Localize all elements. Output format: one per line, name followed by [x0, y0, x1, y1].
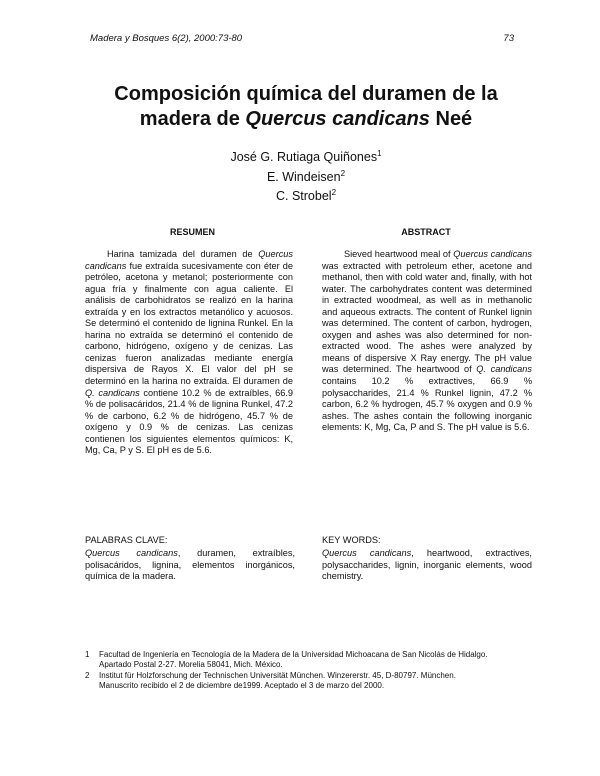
author-list	[90, 146, 522, 205]
palabras-clave-text: Quercus candicans, duramen, extraíbles, polisacáridos, lignina, elementos inorgánicos, química de la madera.	[85, 548, 295, 581]
abstract-text: Sieved heartwood meal of Quercus candicans was extracted with petroleum ether, acetone and methanol, then with cold water and, finally, with hot water. The carbohydrates content was determined in extracted woodmeal, as well as in methanolic and aqueous extracts. The content of Runkel lignin was determined. The content of carbon, hydrogen, oxygen and ashes was also determined for non-extracted wood. The ashes were analyzed by means of dispersive X Ray energy. The pH value was determined. The heartwood of Q. candicans contains 10.2 % extractives, 66.9 % polysaccharides, 21.4 % Runkel lignin, 47.2 % carbon, 6.2 % hydrogen, 45.7 % oxygen and 0.9 % ashes. The ashes contain the following inorganic elements: K, Mg, Ca, P and S. The pH value is 5.6.	[322, 249, 532, 433]
abstract-heading: ABSTRACT	[401, 227, 451, 237]
article-title	[90, 82, 522, 132]
footnote: 2 Institut für Holzforschung der Technischen Universität München. Winzererstr. 45, D-80797. München. Manuscrito recibido el 2 de diciembre de1999. Aceptado el 3 de marzo del 2000.	[85, 670, 456, 690]
resumen-heading: RESUMEN	[169, 227, 215, 237]
journal-citation: Madera y Bosques 6(2), 2000:73-80	[90, 33, 243, 44]
author: E. Windeisen$^2$	[266, 168, 346, 184]
title-line-2: madera de Quercus candicans Neé	[139, 108, 473, 130]
title-species: Quercus candicans	[245, 108, 430, 130]
author: C. Strobel$^2$	[275, 188, 337, 204]
page-number: 73	[503, 33, 514, 44]
key-words-text: Quercus candicans, heartwood, extractives, polysaccharides, lignin, inorganic elements, wood chemistry.	[322, 548, 532, 581]
title-line-1: Composición química del duramen de la	[114, 83, 498, 105]
palabras-clave-heading: PALABRAS CLAVE:	[85, 535, 168, 545]
resumen-text: Harina tamizada del duramen de Quercus candicans fue extraída sucesivamente con éter de petróleo, acetona y metanol; posteriormente con agua fría y finalmente con agua caliente. El análisis de carbohidratos se realizó en la harina extraída y en los extractos metanólico y acuosos. Se determinó el contenido de lignina Runkel. En la harina no extraída se determinó el contenido de carbono, hidrógeno, oxígeno y de cenizas. Las cenizas fueron analizadas mediante energía dispersiva de Rayos X. El valor del pH se determinó en la harina no extraída. El duramen de Q. candicans contiene 10.2 % de extraíbles, 66.9 % de polisacáridos, 21.4 % de lignina Runkel, 47.2 % de carbono, 6.2 % de hidrógeno, 45.7 % de oxígeno y 0.9 % de cenizas. Las cenizas contienen los siguientes elementos químicos: K, Mg, Ca, P y S. El pH es de 5.6.	[85, 249, 293, 456]
key-words-heading: KEY WORDS:	[322, 535, 381, 545]
footnote: 1 Facultad de Ingeniería en Tecnología de la Madera de la Universidad Michoacana de San Nicolás de Hidalgo. Apartado Postal 2-27. Morelia 58041, Mich. México.	[85, 650, 488, 670]
footnotes	[85, 650, 545, 691]
author: José G. Rutiaga Quiñones$^1$	[230, 149, 382, 165]
